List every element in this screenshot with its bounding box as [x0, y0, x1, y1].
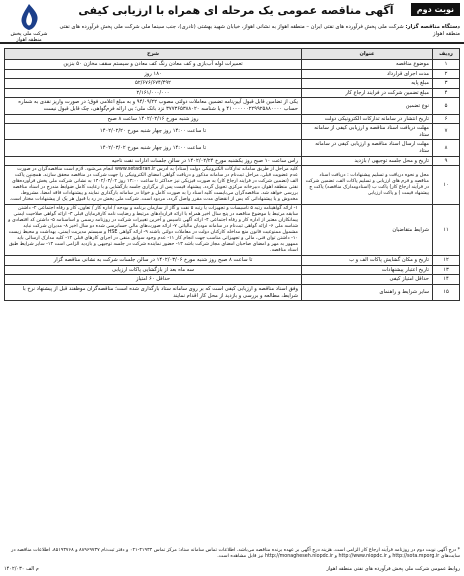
row-number: ۴ [433, 88, 460, 98]
row-desc: ۵۲/۶۷۶/۶۷۴/۴۹۲ [5, 79, 302, 89]
row-title: سایر شرایط و راهنمای [302, 284, 433, 300]
table-row [5, 275, 460, 285]
row-number: ۱۵ [433, 284, 460, 300]
row-title: حداقل امتیاز کیفی [302, 275, 433, 285]
row-title: مهلت دریافت اسناد مناقصه و ارزیابی کیفی از سامانه ستاد [302, 124, 433, 140]
row-number: ۱۴ [433, 275, 460, 285]
row-title: تاریخ اعتبار پیشنهادات [302, 265, 433, 275]
row-number: ۸ [433, 140, 460, 156]
row-desc: تا ساعت ۸ صبح روز شنبه مورخ ۱۴۰۲/۰۳/۰۶ در سالن جلسات شرکت به نشانی مناقصه گزار [5, 256, 302, 266]
issuer-line [56, 24, 460, 38]
row-desc: راس ساعت ۱۰ صبح روز یکشنبه مورخ ۱۴۰۲/۰۲/۲۴ در سالن جلسات ادارات نفت ناحیه [5, 156, 302, 166]
issuer-label: دستگاه مناقصه گزار: [405, 24, 460, 30]
row-desc: روز شنبه مورخ ۱۴۰۲/۰۲/۱۶ ساعت ۸ صبح [5, 114, 302, 124]
table-row [5, 205, 460, 256]
footer-note: * درج آگهی نوبت دوم در روزنامه فرآیند ارجاع کار الزامی است. هزینه درج آگهی بر عهده برنده مناقصه می‌باشد. اطلاعات تماس سامانه ستاد: مرکز تماس ۴۱۹۳۴-۰۲۱ و دفتر ثبت‌نام ۸۸۹۶۹۷۳۷ و ۸۵۱۹۳۷۶۸. اطلاعات مناقصه در سایت‌های http://sota.mporg.ir و http://www.niopdc.ir و http://monagheseh.niopdc.ir نیز قابل مشاهده است. [11, 548, 460, 560]
row-title: تاریخ و محل جلسه توجیهی / بازدید [302, 156, 433, 166]
row-desc: تا ساعت ۱۴:۰۰ روز چهار شنبه مورخ ۱۴۰۲/۰۳/۰۲ [5, 140, 302, 156]
tender-table [4, 48, 460, 301]
table-row [5, 284, 460, 300]
row-title: موضوع مناقصه [302, 60, 433, 70]
table-row [5, 156, 460, 166]
row-desc: تعمیرات لوله آب‌بازی و کف معادن رنگ کف معادن و سیستم سقف مخازن ۵۰ بنزین [5, 60, 302, 70]
row-desc: یکی از تضامین قابل قبول آیین‌نامه تضمین معاملات دولتی مصوب ۹۴/۰۹/۲۲ و به مبلغ اعلامی فوق؛ در صورت واریز نقدی به شماره حساب ۴۱۰۰۰۰۰۰۲۲۹۹۲۵۸۸۰۰۰۰ و یا شناسه ۳۷۷۳۶۵۳۸۸۰۲۰ نزد بانک ملی؛ بی ارائه فرم‌گواهی، چک قابل قبول نیست [5, 98, 302, 114]
row-desc: ۱۸۰ روز [5, 69, 302, 79]
row-number: ۷ [433, 124, 460, 140]
footer-bottom [4, 566, 460, 574]
row-number: ۶ [433, 114, 460, 124]
row-title: شرایط متقاضیان [302, 205, 433, 256]
round-badge: نوبت دوم [411, 3, 460, 16]
notice-header [0, 0, 464, 44]
row-desc: سه ماه بعد از بازگشایی پاکات ارزیابی [5, 265, 302, 275]
table-row [5, 265, 460, 275]
row-title: مدت اجرای قرارداد [302, 69, 433, 79]
row-desc: ۲/۱۶۱/۰۰۰/۰۰۰ [5, 88, 302, 98]
row-desc: کلیه مراحل از طریق سامانه تدارکات الکترونیکی دولت (ستاد) به آدرس www.setadiran.ir انجام می‌شود. لازم است مناقصه‌گران در صورت عدم عضویت قبلی، مراحل ثبت‌نام در سامانه مذکور و دریافت گواهی امضای الکترونیکی را جهت شرکت در مناقصه محقق سازند. همچنین پاکت الف (تضمین شرکت در فرایند ارجاع کار) به صورت فیزیکی نیز حداکثر تا ساعت ۱۴:۰۰ روز ۱۴۰۲/۰۳/۰۲ به نشانی شرکت ملی پخش فرآورده‌های نفتی منطقه اهواز، دبیرخانه مرکزی تحویل گردد. پیشنهاد قیمت پس از برگزاری جلسه بازگشایی و با رعایت کامل ضوابط مندرج در اسناد مناقصه بررسی خواهد شد. مناقصه‌گران می‌بایست کلیه اسناد را به صورت کامل و خوانا در سامانه بارگذاری نمایند و پیشنهادات فاقد امضا، مشروط، مخدوش و یا پیشنهاداتی که پس از انقضای مدت مقرر واصل گردد، مردود است. شرکت ملی پخش در رد یا قبول هر یک از پیشنهادات مختار است. [5, 166, 302, 205]
public-relations-signature: روابط عمومی شرکت ملی پخش فرآورده های نفتی منطقه اهواز [326, 566, 460, 572]
notice-title: آگهی مناقصه عمومی یک مرحله ای همراه با ارزیابی کیفی [78, 4, 394, 17]
row-number: ۳ [433, 79, 460, 89]
table-row [5, 140, 460, 156]
row-title: محل و نحوه دریافت و تسلیم پیشنهادات : دریافت اسناد مناقصه و فرم های ارزیابی و تسلیم پاکات الف، تضمین شرکت در فرآیند ارجاع کار) پاکت ب (اسنادومدارک مناقصه) پاکت ج پیشنهاد قیمت ) و پاکت ارزیابی [302, 166, 433, 205]
issuer-text: شرکت ملی پخش فرآورده های نفتی ایران – منطقه اهواز به نشانی اهواز، خیابان شهید بهشتی (نادری)، جنب سینما ملی شرکت ملی پخش فرآورده های نفتی منطقه اهواز [59, 24, 460, 37]
table-row [5, 88, 460, 98]
row-number: ۵ [433, 98, 460, 114]
table-row [5, 79, 460, 89]
row-title: تاریخ و مکان گشایش پاکات الف و ب [302, 256, 433, 266]
row-desc: وفق اسناد مناقصه و ارزیابی کیفی است که بر روی سامانه ستاد بارگذاری شده است؛ مناقصه‌گران موظفند قبل از پیشنهاد نرخ با شرایط، مطالعه و بررسی و بازدید از محل کار اقدام نمایند [5, 284, 302, 300]
col-desc-header: شرح [5, 49, 302, 60]
table-row [5, 98, 460, 114]
row-title: تاریخ انتشار در سامانه تدارکات الکترونیکی دولت [302, 114, 433, 124]
col-title-header: عنوان [302, 49, 433, 60]
table-row [5, 124, 460, 140]
row-number: ۱۰ [433, 166, 460, 205]
row-number: ۱۱ [433, 205, 460, 256]
table-row [5, 60, 460, 70]
row-number: ۹ [433, 156, 460, 166]
col-row-header: ردیف [433, 49, 460, 60]
row-desc: ۱- ارائه گواهینامه رتبه ۵ تاسیسات و تجهیزات یا رتبه ۵ نفت و گاز از سازمان برنامه و بودجه / اداره کار / تعاون، کار و رفاه اجتماعی ۲- داشتن سابقه مرتبط با موضوع مناقصه در پنج سال اخیر همراه با ارائه قراردادهای مرتبط و رضایت نامه کارفرمایان قبلی ۳- ارائه گواهی صلاحیت ایمنی پیمانکاران معتبر از اداره کار و رفاه اجتماعی ۴- ارائه آگهی تاسیس و آخرین تغییرات شرکت در روزنامه رسمی و اساسنامه ۵- داشتن کد اقتصادی و شناسه ملی ۶- ارائه گواهی ثبت‌نام در سامانه مودیان مالیاتی ۷- ارائه صورت‌های مالی حسابرسی شده دو سال اخیر ۸- مدیران شرکت نباید مشمول ممنوعیت قانون منع مداخله کارکنان دولت در معاملات دولتی باشند ۹- ارائه گواهی HSE و سیستم مدیریت ایمنی، بهداشت و محیط زیست ۱۰- داشتن توان فنی، مالی و تجهیزاتی مناسب جهت انجام کار ۱۱- عدم وجود سوابق منفی در اجرای کارهای قبلی ۱۲- کلیه مدارک ارسالی باید ممهور به مهر و امضای صاحبان امضای مجاز شرکت باشد ۱۳- حضور نماینده شرکت در جلسه توجیهی و بازدید الزامی است ۱۴- سایر شرایط طبق اسناد مناقصه. [5, 205, 302, 256]
row-number: ۲ [433, 69, 460, 79]
ad-code: م الف ۱۴۰۲/۰۳۰ [4, 566, 39, 572]
row-desc: تا ساعت ۱۴:۰۰ روز چهار شنبه مورخ ۱۴۰۲/۰۲/۲۰ [5, 124, 302, 140]
table-row [5, 114, 460, 124]
row-desc: حداقل ۶۰ امتیاز [5, 275, 302, 285]
row-title: مهلت ارسال اسناد مناقصه و ارزیابی کیفی در سامانه ستاد [302, 140, 433, 156]
logo-caption-1: شرکت ملی پخش [10, 31, 48, 37]
row-title: مبلغ تضمین شرکت در فرایند ارجاع کار [302, 88, 433, 98]
row-number: ۱۲ [433, 256, 460, 266]
row-number: ۱۳ [433, 265, 460, 275]
table-row [5, 69, 460, 79]
row-title: نوع تضمین [302, 98, 433, 114]
table-header-row [5, 49, 460, 60]
table-row [5, 166, 460, 205]
company-logo [6, 2, 52, 42]
row-number: ۱ [433, 60, 460, 70]
row-title: مبلغ پایه [302, 79, 433, 89]
table-row [5, 256, 460, 266]
logo-caption-3: منطقه اهواز [16, 37, 42, 42]
